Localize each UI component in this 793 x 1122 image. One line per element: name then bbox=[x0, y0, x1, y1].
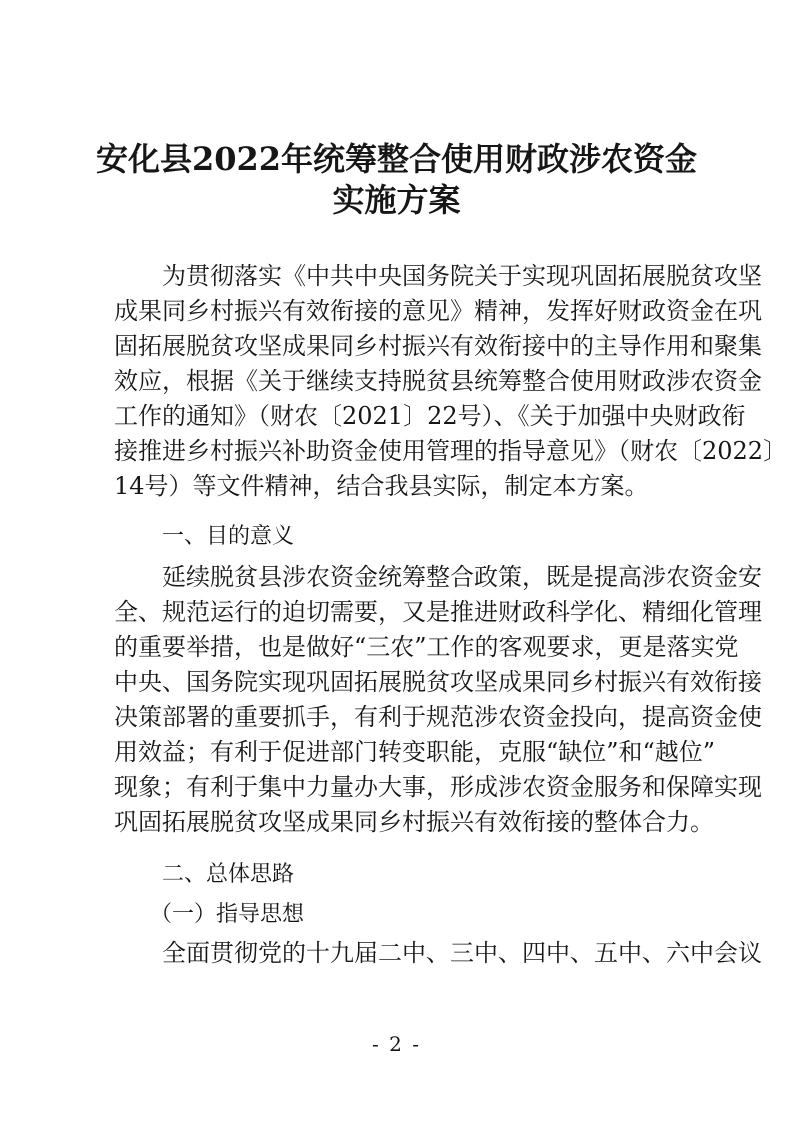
body-line: 成果同乡村振兴有效衔接的意见》精神，发挥好财政资金在巩 bbox=[114, 297, 762, 325]
body-line: 巩固拓展脱贫攻坚成果同乡村振兴有效衔接的整体合力。 bbox=[114, 808, 714, 836]
body-line: 14号）等文件精神，结合我县实际，制定本方案。 bbox=[114, 472, 649, 500]
section-heading: 二、总体思路 bbox=[162, 862, 295, 887]
body-line: 延续脱贫县涉农资金统筹整合政策，既是提高涉农资金安 bbox=[114, 563, 762, 591]
body-line: 全、规范运行的迫切需要，又是推进财政科学化、精细化管理 bbox=[114, 598, 762, 626]
document-title-line2: 实施方案 bbox=[332, 181, 461, 219]
document-title-line1: 安化县2022年统筹整合使用财政涉农资金 bbox=[95, 140, 698, 178]
body-line: 为贯彻落实《中共中央国务院关于实现巩固拓展脱贫攻坚 bbox=[114, 262, 762, 290]
body-line: 用效益；有利于促进部门转变职能，克服“缺位”和“越位” bbox=[114, 738, 716, 766]
body-line: 接推进乡村振兴补助资金使用管理的指导意见》（财农〔2022〕 bbox=[114, 437, 788, 465]
section-heading: 一、目的意义 bbox=[162, 524, 295, 549]
body-line: 效应，根据《关于继续支持脱贫县统筹整合使用财政涉农资金 bbox=[114, 367, 762, 395]
subsection-heading: （一）指导思想 bbox=[150, 902, 305, 927]
body-line: 全面贯彻党的十九届二中、三中、四中、五中、六中会议 bbox=[114, 939, 762, 967]
body-line: 现象；有利于集中力量办大事，形成涉农资金服务和保障实现 bbox=[114, 773, 762, 801]
body-line: 中央、国务院实现巩固拓展脱贫攻坚成果同乡村振兴有效衔接 bbox=[114, 668, 762, 696]
body-line: 固拓展脱贫攻坚成果同乡村振兴有效衔接中的主导作用和聚集 bbox=[114, 332, 762, 360]
body-line: 决策部署的重要抓手，有利于规范涉农资金投向，提高资金使 bbox=[114, 703, 762, 731]
body-line: 工作的通知》（财农〔2021〕22号）、《关于加强中央财政衔 bbox=[114, 402, 746, 430]
body-line: 的重要举措，也是做好“三农”工作的客观要求，更是落实党 bbox=[114, 633, 739, 661]
page-number: - 2 - bbox=[372, 1032, 421, 1056]
